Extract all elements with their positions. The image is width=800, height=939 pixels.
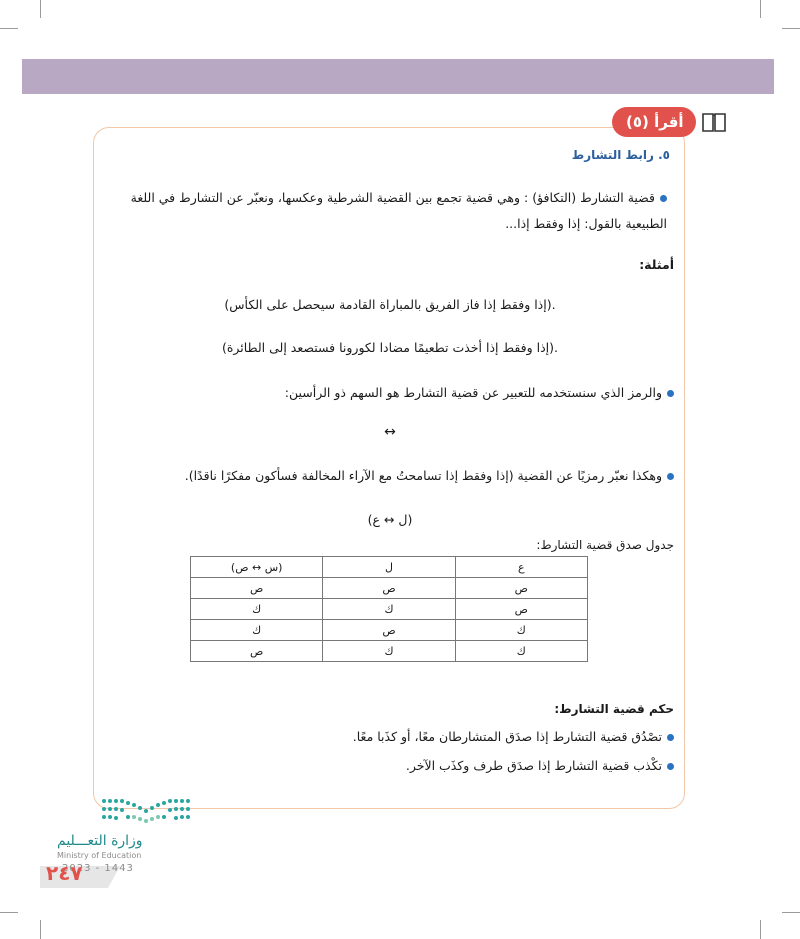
table-cell: ك — [191, 620, 323, 641]
crop-mark — [40, 920, 41, 939]
symbol-paragraph — [154, 380, 674, 406]
crop-mark — [0, 28, 18, 29]
table-header-cell: (س ↔ ص) — [191, 557, 323, 578]
crop-mark — [782, 28, 800, 29]
symbolic-formula: (ل ↔ ع) — [367, 512, 413, 527]
symbol-text: والرمز الذي سنستخدمه للتعبير عن قضية التشارط هو السهم ذو الرأسين: — [284, 385, 662, 400]
truth-table — [190, 556, 588, 662]
rule-title: حكم قضية التشارط: — [554, 702, 674, 716]
table-row — [191, 641, 588, 662]
definition-paragraph — [127, 185, 667, 237]
table-header-cell: ل — [323, 557, 455, 578]
bullet-icon — [667, 473, 674, 480]
table-header-cell: ع — [455, 557, 587, 578]
edition-year: 2023 - 1443 — [62, 863, 134, 874]
header-band — [22, 59, 774, 94]
example-1: (إذا وفقط إذا فاز الفريق بالمباراة القادمة سيحصل على الكأس). — [224, 297, 556, 312]
ministry-logo-icon — [100, 795, 192, 827]
truth-table-title: جدول صدق قضية التشارط: — [536, 538, 674, 552]
rule-text-2: تكْذب قضية التشارط إذا صدَق طرف وكذَب الآخر. — [405, 758, 662, 773]
table-row — [191, 620, 588, 641]
table-cell: ك — [455, 641, 587, 662]
ministry-name-arabic: وزارة التعـــليم — [57, 833, 143, 849]
example-2: (إذا وفقط إذا أخذت تطعيمًا مضادا لكورونا فستصعد إلى الطائرة). — [221, 340, 559, 355]
bullet-icon — [660, 195, 667, 202]
rule-item-2 — [154, 753, 674, 779]
table-row — [191, 599, 588, 620]
definition-line-2: الطبيعية بالقول: إذا وفقط إذا... — [505, 216, 667, 231]
table-cell: ص — [323, 620, 455, 641]
table-cell: ك — [323, 599, 455, 620]
symbolic-paragraph — [134, 463, 674, 489]
bullet-icon — [667, 763, 674, 770]
table-cell: ك — [191, 599, 323, 620]
table-cell: ص — [455, 578, 587, 599]
page-number: ٢٤٧ — [46, 861, 83, 885]
examples-title: أمثلة: — [639, 257, 674, 272]
crop-mark — [0, 912, 18, 913]
crop-mark — [782, 912, 800, 913]
bullet-icon — [667, 734, 674, 741]
symbolic-text: وهكذا نعبّر رمزيًا عن القضية (إذا وفقط إذا تسامحتُ مع الآراء المخالفة فسأكون مفكرًا ناقدًا). — [184, 468, 662, 483]
subheading: ٥. رابط التشارط — [571, 148, 670, 162]
crop-mark — [40, 0, 41, 18]
table-cell: ص — [323, 578, 455, 599]
double-arrow-symbol: ↔ — [384, 424, 396, 440]
table-cell: ص — [191, 641, 323, 662]
ministry-name-english: Ministry of Education — [57, 851, 142, 860]
definition-line-1: قضية التشارط (التكافؤ) : وهي قضية تجمع بين القضية الشرطية وعكسها، ونعبّر عن التشارط في اللغة — [130, 190, 655, 205]
crop-mark — [760, 0, 761, 18]
table-row — [191, 578, 588, 599]
table-header-row — [191, 557, 588, 578]
table-cell: ك — [323, 641, 455, 662]
section-heading — [612, 107, 728, 137]
section-label: أقرأ (٥) — [612, 107, 696, 137]
bullet-icon — [667, 390, 674, 397]
table-cell: ك — [455, 620, 587, 641]
open-book-icon — [700, 108, 728, 136]
rule-item-1 — [154, 724, 674, 750]
crop-mark — [760, 920, 761, 939]
table-cell: ص — [455, 599, 587, 620]
table-cell: ص — [191, 578, 323, 599]
rule-text-1: تصْدُق قضية التشارط إذا صدَق المتشارطان معًا، أو كذَبا معًا. — [352, 729, 662, 744]
